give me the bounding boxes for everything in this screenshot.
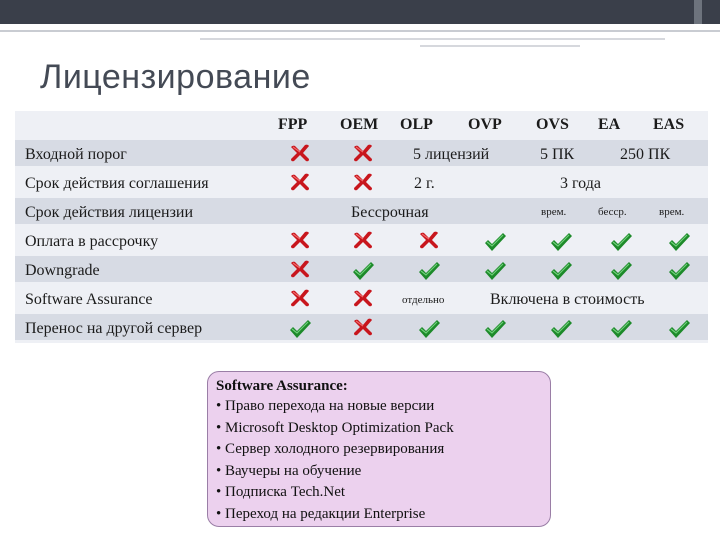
- callout-item: • Переход на редакции Enterprise: [216, 505, 426, 522]
- row-label-license-term: Срок действия лицензии: [25, 204, 194, 221]
- row-label-server-transfer: Перенос на другой сервер: [25, 320, 203, 337]
- column-header-oem: OEM: [340, 116, 379, 133]
- column-header-ea: EA: [598, 116, 621, 133]
- cell-license-eas: врем.: [659, 206, 685, 218]
- check-icon: [609, 261, 633, 281]
- cross-icon: [351, 288, 375, 308]
- cell-threshold-ea-eas: 250 ПК: [620, 146, 671, 163]
- cross-icon: [288, 143, 312, 163]
- check-icon: [667, 319, 691, 339]
- cell-license-ea: бесср.: [598, 206, 627, 218]
- cross-icon: [288, 230, 312, 250]
- check-icon: [483, 261, 507, 281]
- cross-icon: [288, 172, 312, 192]
- check-icon: [549, 232, 573, 252]
- cell-sa-olp: отдельно: [402, 294, 445, 306]
- check-icon: [351, 261, 375, 281]
- check-icon: [609, 232, 633, 252]
- cell-license-ovs: врем.: [541, 206, 567, 218]
- column-header-olp: OLP: [400, 116, 433, 133]
- software-assurance-callout: [207, 371, 551, 527]
- column-header-ovs: OVS: [536, 116, 569, 133]
- cell-license-fpp-ovp: Бессрочная: [351, 204, 429, 221]
- callout-item: • Подписка Tech.Net: [216, 484, 346, 500]
- row-label-threshold: Входной порог: [25, 146, 127, 163]
- check-icon: [483, 319, 507, 339]
- check-icon: [417, 319, 441, 339]
- row-label-agreement-term: Срок действия соглашения: [25, 175, 209, 192]
- callout-item: • Сервер холодного резервирования: [216, 441, 445, 457]
- cross-icon: [351, 172, 375, 192]
- row-label-installments: Оплата в рассрочку: [25, 233, 159, 250]
- cross-icon: [351, 230, 375, 250]
- check-icon: [609, 319, 633, 339]
- cross-icon: [351, 143, 375, 163]
- column-header-fpp: FPP: [278, 116, 308, 133]
- row-label-software-assurance: Software Assurance: [25, 291, 153, 308]
- check-icon: [549, 261, 573, 281]
- column-header-eas: EAS: [653, 116, 685, 133]
- cross-icon: [417, 230, 441, 250]
- cell-threshold-olp-ovp: 5 лицензий: [413, 146, 490, 163]
- decor-line: [420, 45, 580, 47]
- check-icon: [549, 319, 573, 339]
- callout-item: • Ваучеры на обучение: [216, 462, 362, 479]
- cell-threshold-ovs: 5 ПК: [540, 146, 575, 163]
- check-icon: [417, 261, 441, 281]
- check-icon: [483, 232, 507, 252]
- decor-line: [200, 38, 665, 40]
- check-icon: [667, 261, 691, 281]
- cross-icon: [288, 288, 312, 308]
- cell-agreement-olp: 2 г.: [414, 175, 435, 192]
- page-title: Лицензирование: [40, 58, 311, 96]
- top-bar-accent: [694, 0, 702, 24]
- callout-item: • Microsoft Desktop Optimization Pack: [216, 419, 454, 436]
- column-header-ovp: OVP: [468, 116, 502, 133]
- decor-line: [0, 30, 720, 32]
- top-bar: [0, 0, 720, 24]
- check-icon: [288, 319, 312, 339]
- row-label-downgrade: Downgrade: [25, 262, 100, 279]
- cross-icon: [288, 259, 312, 279]
- callout-item: • Право перехода на новые версии: [216, 398, 435, 414]
- check-icon: [667, 232, 691, 252]
- cell-sa-ovp-eas: Включена в стоимость: [490, 291, 645, 308]
- callout-title: Software Assurance:: [216, 378, 348, 394]
- cell-agreement-ovp-eas: 3 года: [560, 175, 601, 192]
- cross-icon: [351, 317, 375, 337]
